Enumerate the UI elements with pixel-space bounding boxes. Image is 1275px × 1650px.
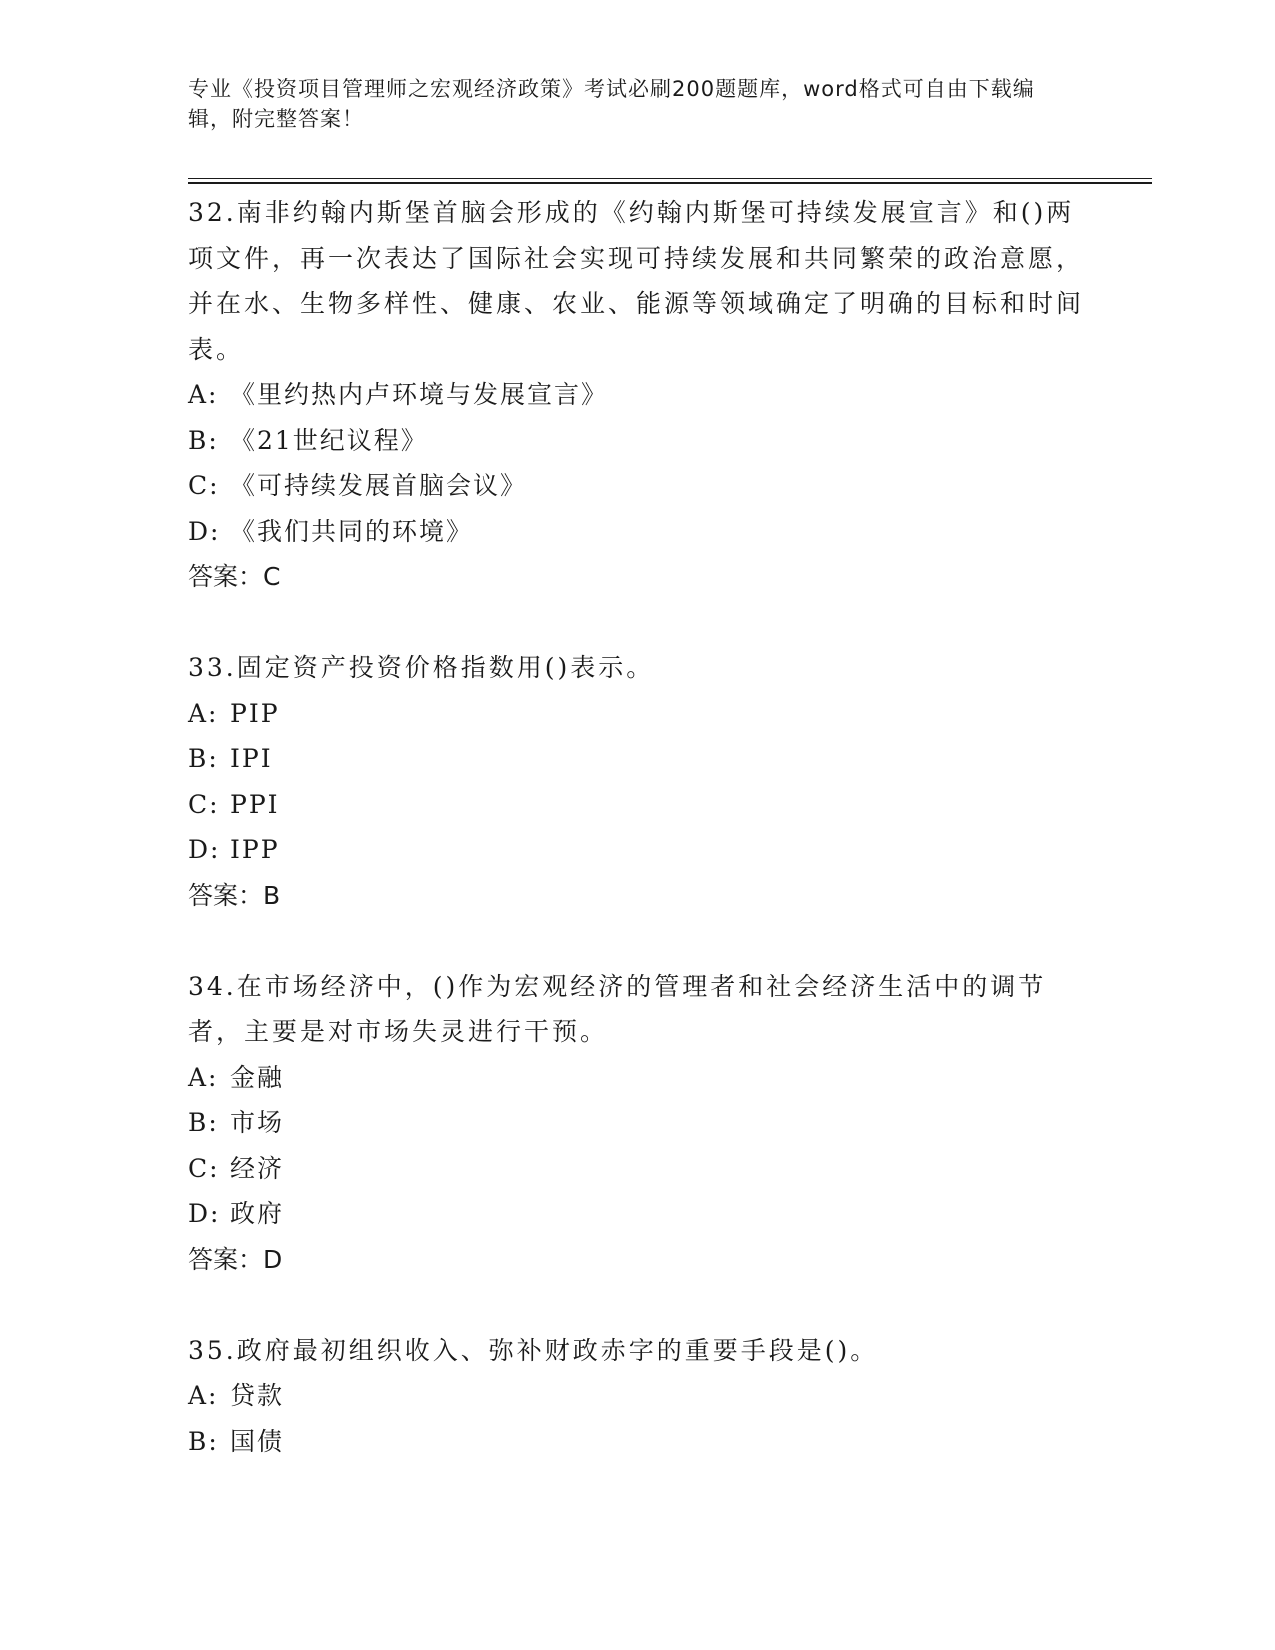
spacer (188, 1282, 1088, 1328)
option-a (188, 1373, 1088, 1419)
option-letter: D: (188, 835, 221, 864)
option-b (188, 1100, 1088, 1146)
option-letter: A: (188, 1381, 219, 1410)
question-33 (188, 645, 1088, 918)
spacer (188, 918, 1088, 964)
option-text: PIP (230, 698, 280, 728)
option-letter: D: (188, 516, 221, 546)
option-d (188, 509, 1088, 555)
option-letter: A: (188, 1062, 219, 1092)
option-text: 贷款 (230, 1381, 285, 1410)
option-text: 国债 (230, 1426, 285, 1456)
option-text: IPP (230, 835, 280, 864)
option-text: 《我们共同的环境》 (230, 516, 474, 546)
header-divider-thin (188, 178, 1152, 179)
option-letter: B: (188, 744, 219, 773)
option-text: 《21世纪议程》 (230, 425, 428, 455)
option-text: 《可持续发展首脑会议》 (230, 471, 528, 500)
option-text: PPI (230, 789, 280, 819)
answer-line: 答案：C (188, 562, 281, 591)
option-text: 政府 (230, 1199, 285, 1228)
answer-line: 答案：D (188, 1244, 283, 1274)
option-c (188, 782, 1088, 828)
question-list (188, 190, 1088, 1464)
option-letter: C: (188, 1153, 220, 1183)
option-letter: C: (188, 789, 220, 819)
option-c (188, 1146, 1088, 1192)
option-text: 《里约热内卢环境与发展宣言》 (230, 380, 609, 409)
option-b (188, 736, 1088, 782)
option-text: 金融 (230, 1062, 285, 1092)
option-letter: A: (188, 698, 219, 728)
option-letter: B: (188, 1108, 219, 1137)
option-text: 经济 (230, 1153, 285, 1183)
option-letter: D: (188, 1199, 221, 1228)
document-header: 专业《投资项目管理师之宏观经济政策》考试必刷200题题库，word格式可自由下载编辑，附完整答案！ (188, 77, 1035, 131)
question-34 (188, 964, 1088, 1283)
option-c (188, 463, 1088, 509)
option-letter: B: (188, 1426, 219, 1456)
option-a (188, 1055, 1088, 1101)
option-b (188, 418, 1088, 464)
question-stem: 33.固定资产投资价格指数用()表示。 (188, 653, 655, 682)
option-d (188, 1191, 1088, 1237)
option-a (188, 372, 1088, 418)
header-divider-thick (188, 182, 1152, 184)
option-d (188, 827, 1088, 873)
option-text: IPI (230, 744, 273, 773)
question-35 (188, 1328, 1088, 1465)
spacer (188, 600, 1088, 646)
question-stem: 32.南非约翰内斯堡首脑会形成的《约翰内斯堡可持续发展宣言》和()两项文件，再一次表达了国际社会实现可持续发展和共同繁荣的政治意愿，并在水、生物多样性、健康、农业、能源等领域确定了明确的目标和时间表。 (188, 198, 1085, 364)
answer-line: 答案：B (188, 880, 281, 910)
option-letter: C: (188, 471, 220, 500)
option-a (188, 691, 1088, 737)
option-letter: B: (188, 425, 219, 455)
option-b (188, 1419, 1088, 1465)
question-32 (188, 190, 1088, 600)
question-stem: 34.在市场经济中，()作为宏观经济的管理者和社会经济生活中的调节者，主要是对市场失灵进行干预。 (188, 971, 1047, 1046)
option-letter: A: (188, 380, 219, 409)
question-stem: 35.政府最初组织收入、弥补财政赤字的重要手段是()。 (188, 1335, 879, 1365)
option-text: 市场 (230, 1108, 285, 1137)
